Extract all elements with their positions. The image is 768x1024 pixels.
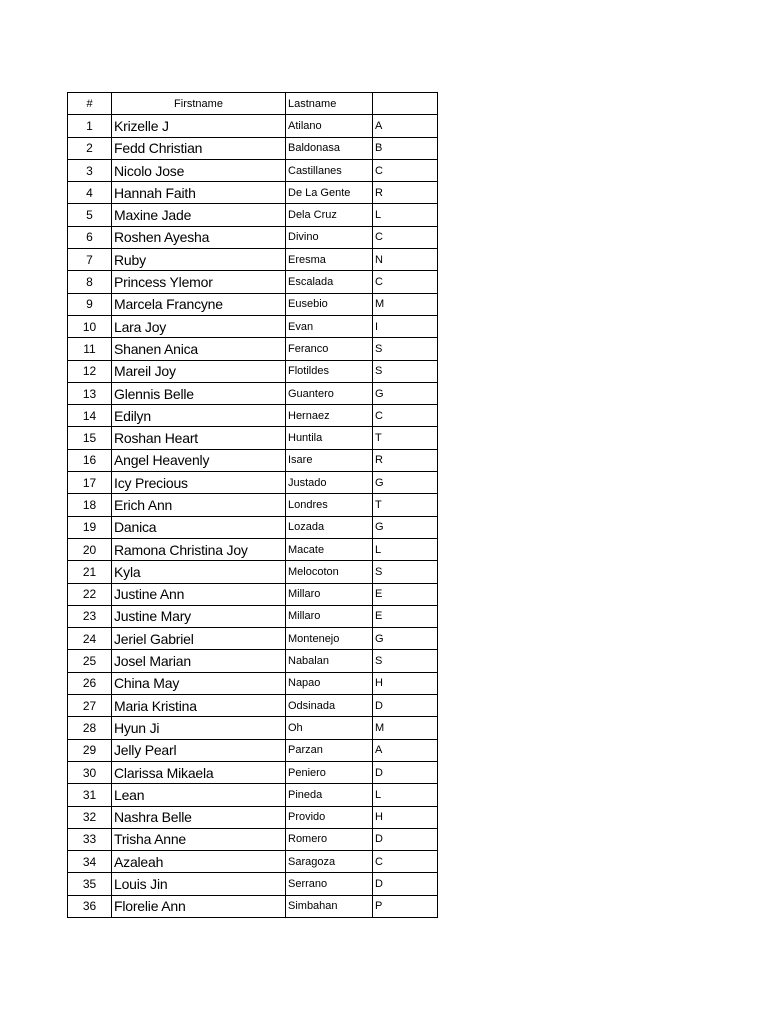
row-lastname: Huntila <box>286 427 373 449</box>
row-number: 10 <box>68 315 112 337</box>
row-lastname: De La Gente <box>286 182 373 204</box>
row-lastname: Hernaez <box>286 405 373 427</box>
row-firstname: Glennis Belle <box>112 382 286 404</box>
table-row <box>68 159 438 181</box>
row-lastname: Millaro <box>286 605 373 627</box>
row-lastname: Montenejo <box>286 628 373 650</box>
row-lastname: Romero <box>286 828 373 850</box>
row-number: 30 <box>68 761 112 783</box>
row-firstname: Azaleah <box>112 851 286 873</box>
row-initial: E <box>373 583 438 605</box>
table-row <box>68 538 438 560</box>
row-initial: C <box>373 226 438 248</box>
row-firstname: Hannah Faith <box>112 182 286 204</box>
row-number: 27 <box>68 695 112 717</box>
row-lastname: Baldonasa <box>286 137 373 159</box>
row-lastname: Lozada <box>286 516 373 538</box>
row-lastname: Parzan <box>286 739 373 761</box>
row-initial: D <box>373 873 438 895</box>
table-row <box>68 650 438 672</box>
row-firstname: Icy Precious <box>112 472 286 494</box>
row-firstname: Princess Ylemor <box>112 271 286 293</box>
table-row <box>68 293 438 315</box>
row-lastname: Oh <box>286 717 373 739</box>
table-row <box>68 895 438 917</box>
row-firstname: Clarissa Mikaela <box>112 761 286 783</box>
row-lastname: Isare <box>286 449 373 471</box>
row-number: 35 <box>68 873 112 895</box>
row-number: 21 <box>68 561 112 583</box>
row-number: 23 <box>68 605 112 627</box>
table-row <box>68 672 438 694</box>
row-initial: P <box>373 895 438 917</box>
row-firstname: Jelly Pearl <box>112 739 286 761</box>
row-firstname: Justine Mary <box>112 605 286 627</box>
row-firstname: Roshen Ayesha <box>112 226 286 248</box>
row-firstname: Justine Ann <box>112 583 286 605</box>
row-number: 15 <box>68 427 112 449</box>
table-row <box>68 204 438 226</box>
row-initial: B <box>373 137 438 159</box>
row-lastname: Justado <box>286 472 373 494</box>
row-firstname: Lara Joy <box>112 315 286 337</box>
table-row <box>68 806 438 828</box>
row-firstname: Marcela Francyne <box>112 293 286 315</box>
row-firstname: Krizelle J <box>112 115 286 137</box>
row-initial: D <box>373 761 438 783</box>
header-number: # <box>68 93 112 115</box>
row-lastname: Eresma <box>286 249 373 271</box>
row-lastname: Napao <box>286 672 373 694</box>
row-initial: M <box>373 293 438 315</box>
table-row <box>68 717 438 739</box>
table-row <box>68 851 438 873</box>
row-initial: C <box>373 159 438 181</box>
table-row <box>68 137 438 159</box>
row-number: 26 <box>68 672 112 694</box>
row-initial: L <box>373 784 438 806</box>
table-row <box>68 360 438 382</box>
row-lastname: Castillanes <box>286 159 373 181</box>
row-firstname: Shanen Anica <box>112 338 286 360</box>
row-number: 4 <box>68 182 112 204</box>
row-initial: L <box>373 204 438 226</box>
row-number: 28 <box>68 717 112 739</box>
table-row <box>68 583 438 605</box>
row-firstname: Hyun Ji <box>112 717 286 739</box>
row-number: 36 <box>68 895 112 917</box>
table-row <box>68 472 438 494</box>
row-firstname: Ruby <box>112 249 286 271</box>
row-number: 24 <box>68 628 112 650</box>
row-initial: G <box>373 516 438 538</box>
row-number: 25 <box>68 650 112 672</box>
table-row <box>68 427 438 449</box>
row-initial: C <box>373 851 438 873</box>
row-lastname: Provido <box>286 806 373 828</box>
row-number: 13 <box>68 382 112 404</box>
row-number: 7 <box>68 249 112 271</box>
table-row <box>68 271 438 293</box>
table-row <box>68 516 438 538</box>
row-lastname: Feranco <box>286 338 373 360</box>
student-roster-table <box>67 92 438 918</box>
row-initial: S <box>373 338 438 360</box>
table-row <box>68 605 438 627</box>
row-number: 14 <box>68 405 112 427</box>
table-row <box>68 873 438 895</box>
row-number: 6 <box>68 226 112 248</box>
table-row <box>68 115 438 137</box>
row-lastname: Peniero <box>286 761 373 783</box>
row-firstname: Josel Marian <box>112 650 286 672</box>
row-number: 19 <box>68 516 112 538</box>
table-row <box>68 628 438 650</box>
row-initial: G <box>373 472 438 494</box>
header-row <box>68 93 438 115</box>
row-lastname: Nabalan <box>286 650 373 672</box>
table-row <box>68 695 438 717</box>
table-row <box>68 828 438 850</box>
row-number: 3 <box>68 159 112 181</box>
row-number: 2 <box>68 137 112 159</box>
row-firstname: Florelie Ann <box>112 895 286 917</box>
row-lastname: Evan <box>286 315 373 337</box>
row-firstname: Lean <box>112 784 286 806</box>
row-initial: G <box>373 628 438 650</box>
row-firstname: Trisha Anne <box>112 828 286 850</box>
row-number: 29 <box>68 739 112 761</box>
row-initial: S <box>373 561 438 583</box>
table-row <box>68 226 438 248</box>
row-initial: H <box>373 672 438 694</box>
table-row <box>68 739 438 761</box>
table-header <box>68 93 438 115</box>
row-firstname: Maria Kristina <box>112 695 286 717</box>
row-lastname: Dela Cruz <box>286 204 373 226</box>
row-lastname: Odsinada <box>286 695 373 717</box>
row-firstname: Jeriel Gabriel <box>112 628 286 650</box>
row-firstname: Erich Ann <box>112 494 286 516</box>
row-number: 8 <box>68 271 112 293</box>
row-number: 33 <box>68 828 112 850</box>
row-number: 22 <box>68 583 112 605</box>
row-number: 16 <box>68 449 112 471</box>
row-number: 11 <box>68 338 112 360</box>
row-initial: N <box>373 249 438 271</box>
row-lastname: Serrano <box>286 873 373 895</box>
row-firstname: Nashra Belle <box>112 806 286 828</box>
row-initial: I <box>373 315 438 337</box>
row-lastname: Escalada <box>286 271 373 293</box>
row-initial: A <box>373 739 438 761</box>
table-row <box>68 338 438 360</box>
row-firstname: Edilyn <box>112 405 286 427</box>
row-lastname: Guantero <box>286 382 373 404</box>
row-initial: T <box>373 427 438 449</box>
row-firstname: Ramona Christina Joy <box>112 538 286 560</box>
table-row <box>68 382 438 404</box>
row-initial: S <box>373 360 438 382</box>
row-firstname: Maxine Jade <box>112 204 286 226</box>
row-firstname: Nicolo Jose <box>112 159 286 181</box>
row-lastname: Divino <box>286 226 373 248</box>
row-firstname: Danica <box>112 516 286 538</box>
row-lastname: Pineda <box>286 784 373 806</box>
table-row <box>68 182 438 204</box>
row-lastname: Londres <box>286 494 373 516</box>
row-initial: R <box>373 182 438 204</box>
row-firstname: Kyla <box>112 561 286 583</box>
row-firstname: Fedd Christian <box>112 137 286 159</box>
row-number: 31 <box>68 784 112 806</box>
row-firstname: Angel Heavenly <box>112 449 286 471</box>
table-body <box>68 115 438 918</box>
table-row <box>68 249 438 271</box>
row-initial: L <box>373 538 438 560</box>
row-lastname: Flotildes <box>286 360 373 382</box>
row-lastname: Atilano <box>286 115 373 137</box>
table-row <box>68 405 438 427</box>
header-initial <box>373 93 438 115</box>
row-initial: T <box>373 494 438 516</box>
row-initial: S <box>373 650 438 672</box>
row-initial: M <box>373 717 438 739</box>
row-number: 12 <box>68 360 112 382</box>
table-row <box>68 761 438 783</box>
row-number: 34 <box>68 851 112 873</box>
row-firstname: Mareil Joy <box>112 360 286 382</box>
row-initial: C <box>373 405 438 427</box>
row-number: 5 <box>68 204 112 226</box>
row-lastname: Macate <box>286 538 373 560</box>
row-firstname: China May <box>112 672 286 694</box>
table-row <box>68 315 438 337</box>
header-firstname: Firstname <box>112 93 286 115</box>
row-number: 20 <box>68 538 112 560</box>
row-number: 9 <box>68 293 112 315</box>
table-row <box>68 449 438 471</box>
header-lastname: Lastname <box>286 93 373 115</box>
row-firstname: Roshan Heart <box>112 427 286 449</box>
row-initial: D <box>373 695 438 717</box>
row-lastname: Eusebio <box>286 293 373 315</box>
row-number: 17 <box>68 472 112 494</box>
row-lastname: Melocoton <box>286 561 373 583</box>
row-initial: R <box>373 449 438 471</box>
row-number: 1 <box>68 115 112 137</box>
row-initial: E <box>373 605 438 627</box>
row-number: 18 <box>68 494 112 516</box>
row-number: 32 <box>68 806 112 828</box>
table-row <box>68 561 438 583</box>
row-firstname: Louis Jin <box>112 873 286 895</box>
row-lastname: Simbahan <box>286 895 373 917</box>
row-initial: C <box>373 271 438 293</box>
row-lastname: Millaro <box>286 583 373 605</box>
table-row <box>68 494 438 516</box>
row-initial: G <box>373 382 438 404</box>
row-lastname: Saragoza <box>286 851 373 873</box>
table-row <box>68 784 438 806</box>
row-initial: D <box>373 828 438 850</box>
row-initial: H <box>373 806 438 828</box>
row-initial: A <box>373 115 438 137</box>
